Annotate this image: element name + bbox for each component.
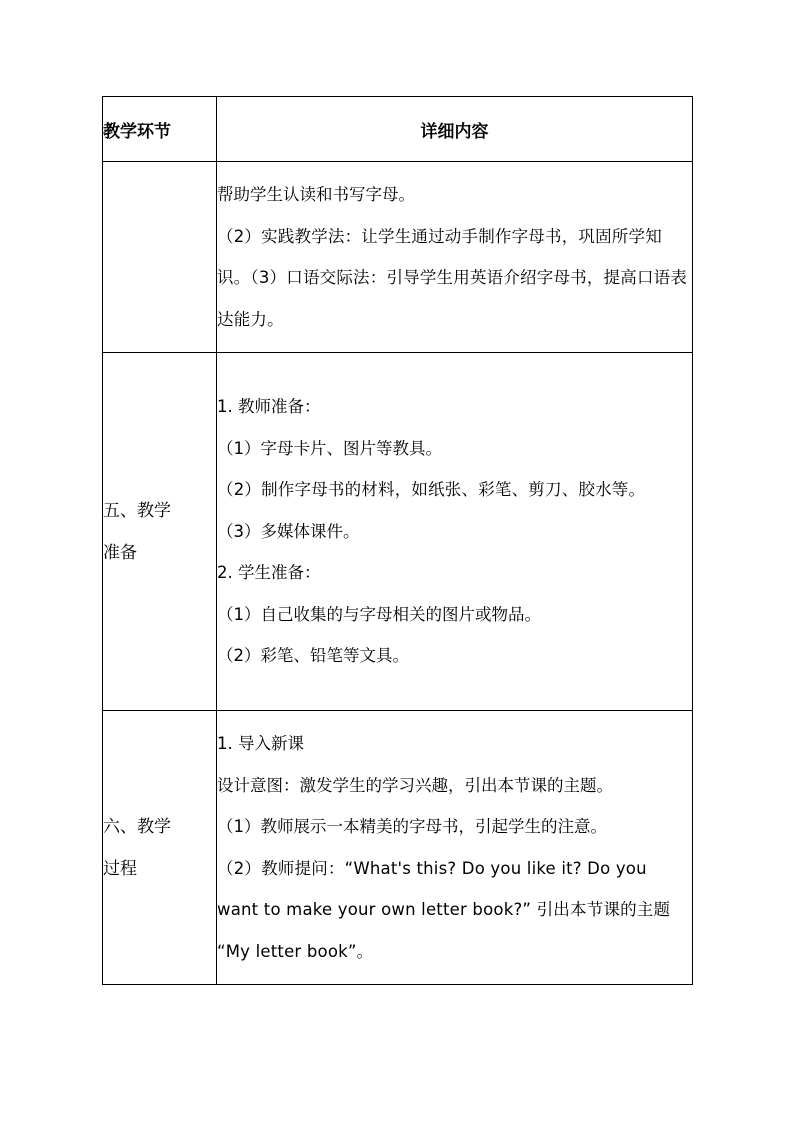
table-header-row bbox=[103, 97, 693, 162]
table-row bbox=[103, 162, 693, 353]
content-line: （3）多媒体课件。 bbox=[217, 521, 360, 541]
stage-label: 五、教学 bbox=[103, 500, 171, 521]
content-line: 2. 学生准备： bbox=[217, 563, 321, 583]
table-row bbox=[103, 711, 693, 985]
content-line: （2）彩笔、铅笔等文具。 bbox=[217, 646, 409, 666]
lesson-plan-table bbox=[102, 96, 693, 985]
stage-label: 过程 bbox=[103, 858, 137, 879]
content-cell bbox=[217, 711, 693, 985]
content-cell bbox=[217, 353, 693, 711]
stage-cell bbox=[103, 353, 217, 711]
stage-cell bbox=[103, 162, 217, 353]
content-line: 1. 教师准备： bbox=[217, 397, 321, 417]
stage-label: 六、教学 bbox=[103, 816, 171, 837]
content-line: （2）制作字母书的材料，如纸张、彩笔、剪刀、胶水等。 bbox=[217, 480, 646, 500]
stage-cell bbox=[103, 711, 217, 985]
content-cell bbox=[217, 162, 693, 353]
content-line: 帮助学生认读和书写字母。 bbox=[217, 185, 415, 204]
content-line: （2）实践教学法：让学生通过动手制作字母书，巩固所学知识。（3）口语交际法：引导学生用英语介绍字母书，提高口语表达能力。 bbox=[217, 226, 688, 329]
content-line: （1）教师展示一本精美的字母书，引起学生的注意。 bbox=[217, 817, 607, 836]
table-row bbox=[103, 353, 693, 711]
content-line: 1. 导入新课 bbox=[217, 734, 304, 753]
stage-label: 准备 bbox=[103, 542, 137, 563]
content-line: （2）教师提问：“What's this? Do you like it? Do you want to make your own letter book?” 引出本节课的主题 “My letter book”。 bbox=[217, 858, 671, 961]
header-teaching-stage: 教学环节 bbox=[103, 97, 217, 162]
content-line: （1）自己收集的与字母相关的图片或物品。 bbox=[217, 604, 541, 624]
content-line: 设计意图：激发学生的学习兴趣，引出本节课的主题。 bbox=[217, 775, 613, 795]
content-line: （1）字母卡片、图片等教具。 bbox=[217, 438, 442, 458]
header-detailed-content: 详细内容 bbox=[217, 97, 693, 162]
